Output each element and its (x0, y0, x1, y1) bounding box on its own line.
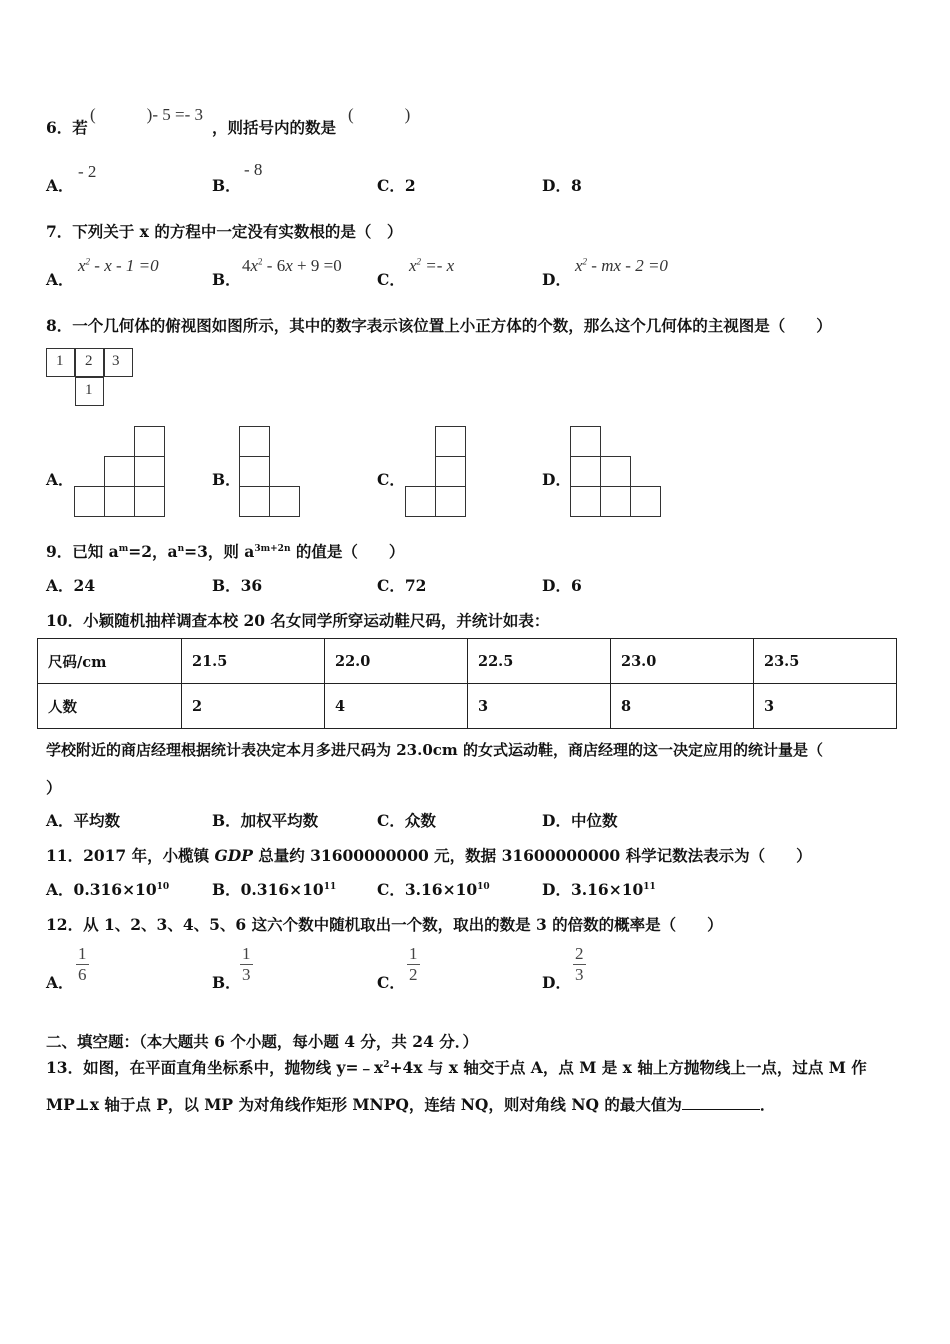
q6-option-d[interactable]: D．8 (542, 176, 582, 195)
q8-option-c[interactable]: C． (377, 470, 405, 489)
q6-number: 6．若 (46, 118, 88, 137)
q10-question-line2: ） (46, 778, 62, 797)
q7-option-d-value: $x^2$ - mx - 2 =0 (575, 256, 668, 275)
answer-blank[interactable] (682, 1095, 760, 1110)
q7-option-c[interactable]: C． (377, 270, 405, 289)
grid-cell-label: 1 (85, 382, 93, 398)
q7-option-a[interactable]: A． (46, 270, 74, 289)
table-cell: 2 (182, 684, 325, 729)
q11-option-c[interactable]: C．$3.16\times 10^{10}$ (377, 880, 490, 899)
q12-option-b[interactable]: B． (212, 973, 241, 992)
q11-option-d[interactable]: D．$3.16\times 10^{11}$ (542, 880, 656, 899)
q6-paren: ( ) (348, 105, 411, 124)
q7-option-b[interactable]: B． (212, 270, 241, 289)
q13-line2: MP⊥x 轴于点 P，以 MP 为对角线作矩形 MNPQ，连结 NQ，则对角线 NQ 的最大值为 ． (46, 1095, 776, 1114)
q12-text: 12．从 1、2、3、4、5、6 这六个数中随机取出一个数，取出的数是 3 的倍数的概率是（ ） (46, 915, 723, 934)
q12-option-b-fraction: $\frac{1}{3}$ (242, 944, 251, 984)
q7-option-d[interactable]: D． (542, 270, 571, 289)
q10-option-c[interactable]: C．众数 (377, 811, 436, 830)
q10-shoe-size-table (37, 638, 897, 729)
q7-option-c-value: $x^2 =- x$ (409, 256, 455, 275)
q11-option-b[interactable]: B．$0.316\times 10^{11}$ (212, 880, 337, 899)
grid-cell-label: 1 (56, 353, 64, 369)
q10-option-b[interactable]: B．加权平均数 (212, 811, 319, 830)
table-cell: 人数 (38, 684, 182, 729)
table-cell: 23.0 (611, 639, 754, 684)
q11-option-a[interactable]: A．$0.316\times 10^{10}$ (46, 880, 170, 899)
q6-option-b[interactable]: B． (212, 176, 241, 195)
q6-question-tail: ，则括号内的数是 (212, 118, 337, 137)
q11-text: 11．2017 年，小榄镇 GDP 总量约 31600000000 元，数据 31600000000 科学记数法表示为（ ） (46, 846, 812, 865)
q13-line1: 13．如图，在平面直角坐标系中，抛物线 $y=﹣x^2+4x$ 与 x 轴交于点 A，点 M 是 x 轴上方抛物线上一点，过点 M 作 (46, 1058, 867, 1077)
q6-option-c[interactable]: C．2 (377, 176, 416, 195)
q12-option-d-fraction: $\frac{2}{3}$ (575, 944, 584, 984)
grid-cell-label: 2 (85, 353, 93, 369)
q12-option-c-fraction: $\frac{1}{2}$ (409, 944, 418, 984)
q12-option-d[interactable]: D． (542, 973, 571, 992)
table-cell: 21.5 (182, 639, 325, 684)
q10-text: 10．小颖随机抽样调查本校 20 名女同学所穿运动鞋尺码，并统计如表： (46, 611, 550, 630)
q8-option-a[interactable]: A． (46, 470, 74, 489)
q6-option-a-value: - 2 (78, 162, 97, 181)
grid-cell-label: 3 (112, 353, 120, 369)
q7-text: 7．下列关于 x 的方程中一定没有实数根的是（ ） (46, 222, 403, 241)
q6-expression: ( )- 5 =- 3 (90, 105, 203, 124)
q9-option-d[interactable]: D．6 (542, 576, 582, 595)
table-row (38, 639, 897, 684)
table-cell: 3 (754, 684, 897, 729)
q12-option-c[interactable]: C． (377, 973, 405, 992)
table-cell: 4 (325, 684, 468, 729)
q9-option-b[interactable]: B．36 (212, 576, 263, 595)
table-cell: 3 (468, 684, 611, 729)
q10-option-a[interactable]: A．平均数 (46, 811, 121, 830)
q8-option-d[interactable]: D． (542, 470, 571, 489)
q9-option-a[interactable]: A．24 (46, 576, 96, 595)
table-row (38, 684, 897, 729)
q8-text: 8．一个几何体的俯视图如图所示，其中的数字表示该位置上小正方体的个数，那么这个几何体的主视图是（ ） (46, 316, 832, 335)
q9-text: 9．已知 $a^m=2$，$a^n=3$，则 $a^{3m+2n}$ 的值是（ ） (46, 542, 405, 561)
q10-question-line1: 学校附近的商店经理根据统计表决定本月多进尺码为 23.0cm 的女式运动鞋，商店经理的这一决定应用的统计量是（ (46, 741, 823, 759)
q12-option-a-fraction: $\frac{1}{6}$ (78, 944, 87, 984)
table-cell: 尺码/cm (38, 639, 182, 684)
q12-option-a[interactable]: A． (46, 973, 74, 992)
q9-option-c[interactable]: C．72 (377, 576, 427, 595)
section-2-title: 二、填空题：（本大题共 6 个小题，每小题 4 分，共 24 分．） (46, 1032, 479, 1051)
q6-option-a[interactable]: A． (46, 176, 74, 195)
table-cell: 8 (611, 684, 754, 729)
q7-option-b-value: $4x^2 - 6x + 9 =0$ (242, 256, 342, 275)
q7-option-a-value: $x^2 - x - 1 =0$ (78, 256, 159, 275)
table-cell: 22.5 (468, 639, 611, 684)
q8-option-b[interactable]: B． (212, 470, 241, 489)
q6-option-b-value: - 8 (244, 160, 263, 179)
table-cell: 23.5 (754, 639, 897, 684)
table-cell: 22.0 (325, 639, 468, 684)
q10-option-d[interactable]: D．中位数 (542, 811, 618, 830)
